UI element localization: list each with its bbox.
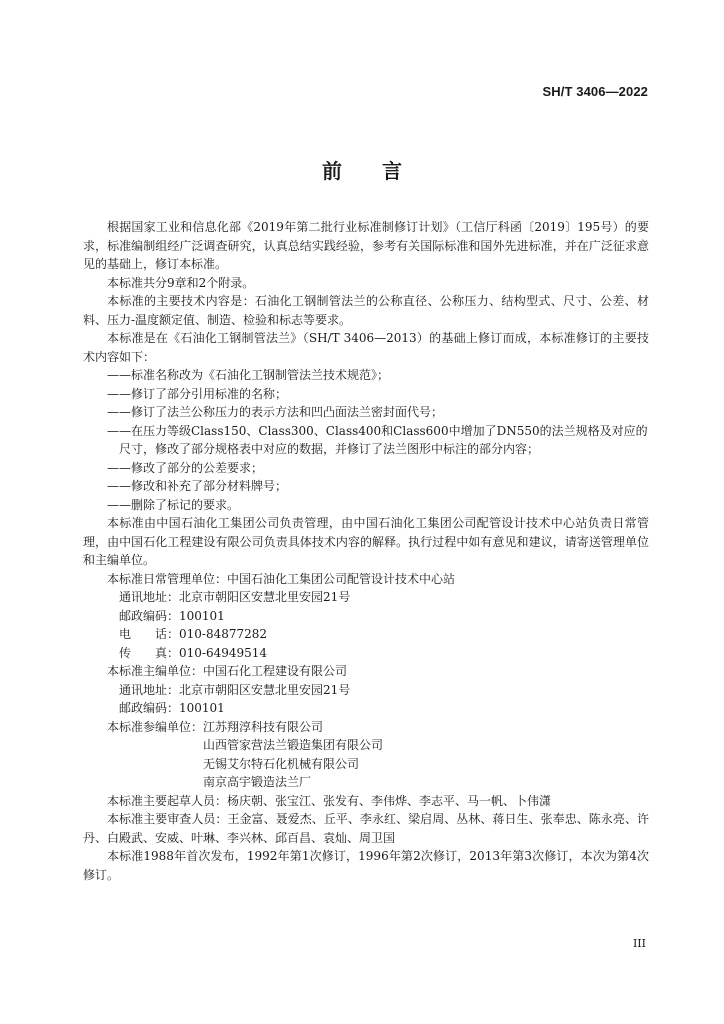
chief-address: 通讯地址：北京市朝阳区安慧北里安园21号 — [119, 682, 351, 697]
change-item: ——修订了法兰公称压力的表示方法和凹凸面法兰密封面代号； — [107, 405, 444, 419]
standard-code: SH/T 3406—2022 — [542, 84, 648, 99]
chief-zip: 邮政编码：100101 — [119, 701, 225, 715]
change-item-continuation: 尺寸，修改了部分规格表中对应的数据，并修订了法兰图形中标注的部分内容； — [119, 442, 540, 456]
publication-history: 本标准1988年首次发布，1992年第1次修订，1996年第2次修订，2013年第3次修订，本次为第4次修订。 — [83, 849, 649, 882]
title-char-2: 言 — [382, 159, 402, 183]
change-item: ——标准名称改为《石油化工钢制管法兰技术规范》； — [107, 368, 390, 382]
preface-body — [83, 218, 649, 884]
mgmt-unit-label: 本标准日常管理单位：中国石油化工集团公司配管设计技术中心站 — [107, 571, 456, 586]
mgmt-fax: 传 真：010-64949514 — [119, 645, 268, 660]
change-item: ——修改了部分的公差要求； — [107, 460, 264, 475]
paragraph-revision-intro: 本标准是在《石油化工钢制管法兰》（SH/T 3406—2013）的基础上修订而成，本标准修订的主要技术内容如下： — [83, 331, 649, 364]
reviewers: 本标准主要审查人员：王金富、聂爱杰、丘平、李永红、梁启周、丛林、蒋日生、张奉忠、陈永亮、许丹、白殿武、安威、叶琳、李兴林、邱百昌、袁灿、周卫国 — [83, 812, 649, 845]
change-item: ——修改和补充了部分材料牌号； — [107, 479, 288, 493]
participant-unit: 山西管家营法兰锻造集团有限公司 — [203, 738, 384, 752]
participant-unit-label: 本标准参编单位：江苏翔淳科技有限公司 — [107, 719, 324, 734]
mgmt-zip: 邮政编码：100101 — [119, 608, 225, 623]
chief-unit-label: 本标准主编单位：中国石化工程建设有限公司 — [107, 664, 348, 678]
paragraph-main-content: 本标准的主要技术内容是：石油化工钢制管法兰的公称直径、公称压力、结构型式、尺寸、公差、材料、压力-温度额定值、制造、检验和标志等要求。 — [83, 294, 649, 327]
change-item: ——删除了标记的要求。 — [107, 497, 240, 512]
page-title — [0, 155, 724, 184]
participant-unit: 无锡艾尔特石化机械有限公司 — [203, 756, 360, 771]
mgmt-tel: 电 话：010-84877282 — [119, 627, 268, 641]
paragraph-management: 本标准由中国石油化工集团公司负责管理，由中国石油化工集团公司配管设计技术中心站负责日常管理，由中国石化工程建设有限公司负责具体技术内容的解释。执行过程中如有意见和建议，请寄送管理单位和主编单位。 — [83, 516, 649, 567]
change-item: ——在压力等级Class150、Class300、Class400和Class600中增加了DN550的法兰规格及对应的 — [107, 423, 648, 438]
title-char-1: 前 — [322, 159, 342, 183]
mgmt-address: 通讯地址：北京市朝阳区安慧北里安园21号 — [119, 590, 351, 604]
change-item: ——修订了部分引用标准的名称； — [107, 386, 288, 401]
paragraph-structure: 本标准共分9章和2个附录。 — [107, 275, 255, 290]
drafters: 本标准主要起草人员：杨庆朝、张宝江、张发有、李伟烨、李志平、马一帆、卜伟潇 — [107, 793, 552, 808]
paragraph-basis: 根据国家工业和信息化部《2019年第二批行业标准制修订计划》（工信厅科函〔2019〕195号）的要求，标准编制组经广泛调查研究，认真总结实践经验，参考有关国际标准和国外先进标准，并在广泛征求意见的基础上，修订本标准。 — [83, 220, 649, 271]
participant-unit: 南京高宇锻造法兰厂 — [203, 775, 312, 789]
page-number: III — [632, 937, 646, 950]
